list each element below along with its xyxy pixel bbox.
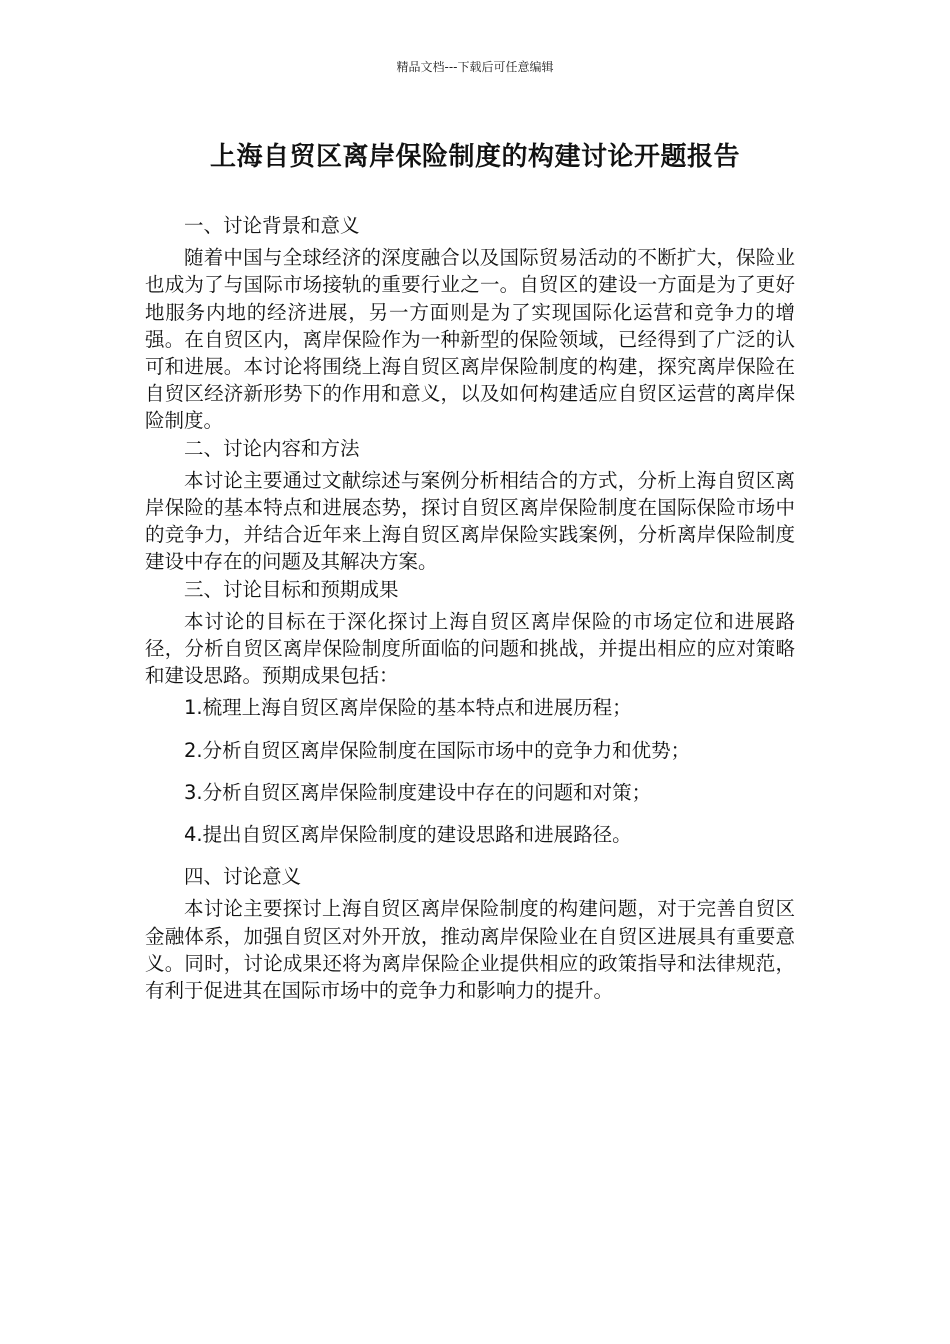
- list-item: 3.分析自贸区离岸保险制度建设中存在的问题和对策；: [184, 780, 652, 804]
- section-paragraph-background: 随着中国与全球经济的深度融合以及国际贸易活动的不断扩大，保险业也成为了与国际市场接轨的重要行业之一。自贸区的建设一方面是为了更好地服务内地的经济进展，另一方面则是为了实现国际化运营和竞争力的增强。在自贸区内，离岸保险作为一种新型的保险领域，已经得到了广泛的认可和进展。本讨论将围绕上海自贸区离岸保险制度的构建，探究离岸保险在自贸区经济新形势下的作用和意义，以及如何构建适应自贸区运营的离岸保险制度。: [145, 246, 795, 433]
- list-item: 1.梳理上海自贸区离岸保险的基本特点和进展历程；: [184, 696, 632, 720]
- header-note: 精品文档---下载后可任意编辑: [396, 60, 554, 74]
- document-title: 上海自贸区离岸保险制度的构建讨论开题报告: [209, 142, 740, 172]
- section-paragraph-content-method: 本讨论主要通过文献综述与案例分析相结合的方式，分析上海自贸区离岸保险的基本特点和进展态势，探讨自贸区离岸保险制度在国际保险市场中的竞争力，并结合近年来上海自贸区离岸保险实践案例，分析离岸保险制度建设中存在的问题及其解决方案。: [145, 468, 795, 574]
- list-item: 2.分析自贸区离岸保险制度在国际市场中的竞争力和优势；: [184, 738, 691, 762]
- section-heading-goals: 三、讨论目标和预期成果: [184, 577, 399, 601]
- section-heading-background: 一、讨论背景和意义: [184, 214, 360, 237]
- document-body: [145, 212, 795, 1004]
- section-heading-significance: 四、讨论意义: [184, 865, 302, 889]
- section-paragraph-significance: 本讨论主要探讨上海自贸区离岸保险制度的构建问题，对于完善自贸区金融体系，加强自贸区对外开放，推动离岸保险业在自贸区进展具有重要意义。同时，讨论成果还将为离岸保险企业提供相应的政策指导和法律规范，有利于促进其在国际市场中的竞争力和影响力的提升。: [145, 897, 795, 1003]
- list-item: 4.提出自贸区离岸保险制度的建设思路和进展路径。: [184, 823, 632, 847]
- section-paragraph-goals: 本讨论的目标在于深化探讨上海自贸区离岸保险的市场定位和进展路径，分析自贸区离岸保险制度所面临的问题和挑战，并提出相应的应对策略和建设思路。预期成果包括：: [145, 609, 795, 688]
- section-heading-content-method: 二、讨论内容和方法: [184, 436, 360, 460]
